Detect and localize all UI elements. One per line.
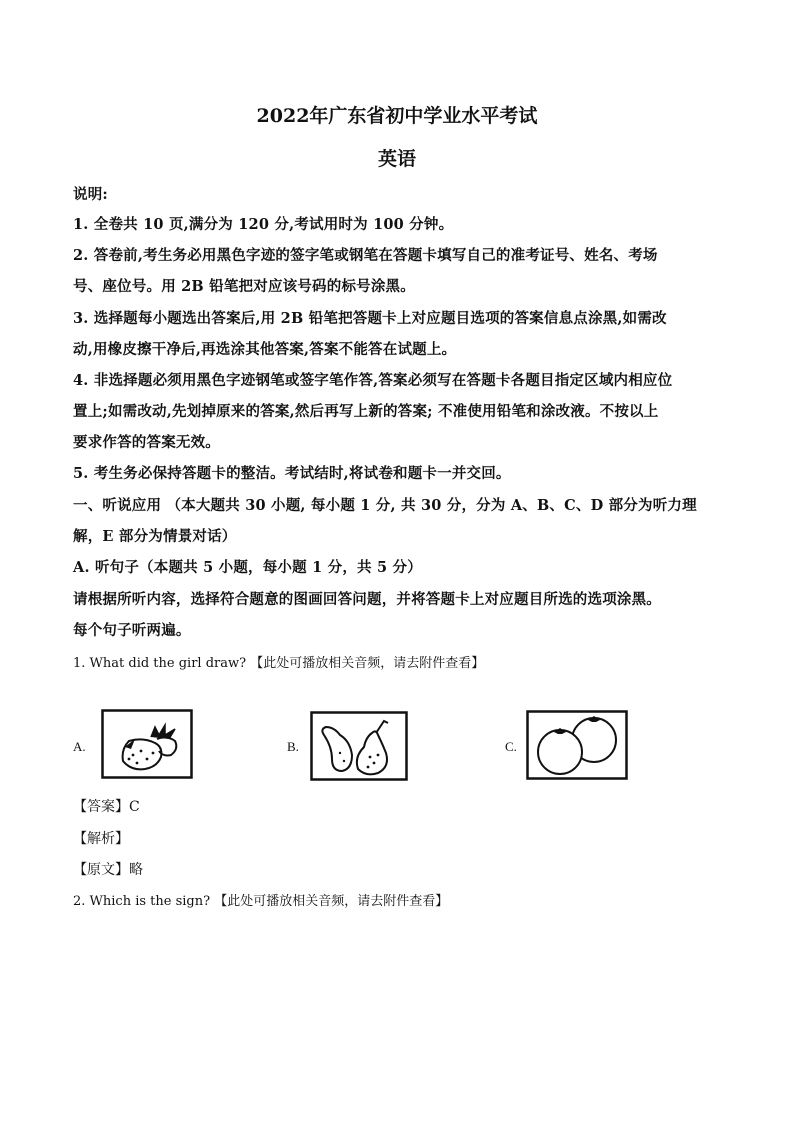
- instruction-line: 置上;如需改动,先划掉原来的答案,然后再写上新的答案; 不准使用铅笔和涂改液。不按以上: [73, 403, 659, 420]
- instruction-line: 5. 考生务必保持答题卡的整洁。考试结时,将试卷和题卡一并交回。: [73, 465, 511, 482]
- question-1: 1. What did the girl draw? 【此处可播放相关音频，请去附件查看】: [73, 656, 485, 671]
- part-a-desc: 每个句子听两遍。: [73, 622, 191, 639]
- part-a-heading: A. 听句子（本题共 5 小题，每小题 1 分，共 5 分）: [73, 559, 422, 576]
- instruction-line: 要求作答的答案无效。: [73, 434, 220, 451]
- instruction-line: 4. 非选择题必须用黑色字迹钢笔或签字笔作答,答案必须写在答题卡各题目指定区域内相应位: [73, 372, 673, 389]
- option-c-label: C.: [505, 739, 517, 754]
- instruction-line: 1. 全卷共 10 页,满分为 120 分,考试用时为 100 分钟。: [73, 216, 454, 233]
- section-one-line1: 一、听说应用 （本大题共 30 小题, 每小题 1 分, 共 30 分，分为 A、B、C、D 部分为听力理: [73, 497, 697, 514]
- strawberry-icon: [101, 709, 193, 779]
- section-one-line2: 解，E 部分为情景对话）: [73, 528, 237, 545]
- question-2: 2. Which is the sign? 【此处可播放相关音频，请去附件查看】: [73, 894, 449, 909]
- instruction-line: 动,用橡皮擦干净后,再选涂其他答案,答案不能答在试题上。: [73, 341, 457, 358]
- subject-title: 英语: [377, 148, 416, 170]
- instruction-line: 2. 答卷前,考生务必用黑色字迹的签字笔或钢笔在答题卡填写自己的准考证号、姓名、考场: [73, 247, 658, 264]
- original-text-label: 【原文】略: [73, 862, 143, 878]
- pears-icon: [310, 711, 408, 781]
- analysis-label: 【解析】: [73, 831, 129, 847]
- tomatoes-icon: [526, 710, 628, 780]
- instructions-heading: 说明:: [73, 186, 108, 203]
- option-b-label: B.: [287, 739, 299, 754]
- answer-label: 【答案】C: [73, 799, 140, 815]
- part-a-desc: 请根据所听内容，选择符合题意的图画回答问题，并将答题卡上对应题目所选的选项涂黑。: [73, 591, 661, 608]
- instruction-line: 3. 选择题每小题选出答案后,用 2B 铅笔把答题卡上对应题目选项的答案信息点涂黑,如需改: [73, 310, 667, 327]
- option-a-label: A.: [73, 739, 86, 754]
- exam-title: 2022年广东省初中学业水平考试: [256, 105, 538, 127]
- instruction-line: 号、座位号。用 2B 铅笔把对应该号码的标号涂黑。: [73, 278, 415, 295]
